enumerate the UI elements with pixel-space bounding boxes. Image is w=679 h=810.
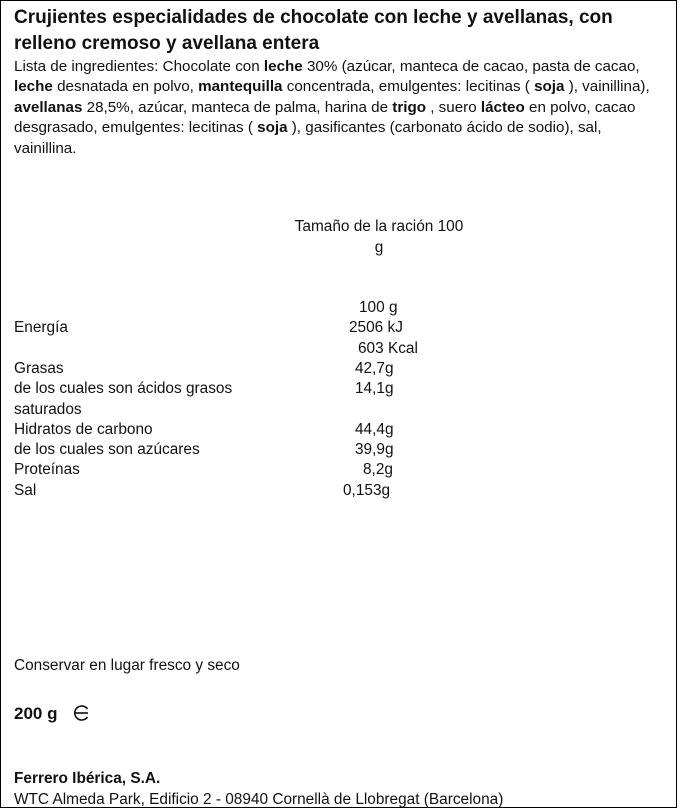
allergen-highlight: leche xyxy=(14,78,53,96)
storage-instructions: Conservar en lugar fresco y seco xyxy=(14,657,240,674)
nutrition-label-saturated-line1: de los cuales son ácidos grasos xyxy=(14,380,233,397)
nutrition-label-salt: Sal xyxy=(14,482,37,499)
allergen-highlight: soja xyxy=(534,78,565,96)
nutrition-label-fat: Grasas xyxy=(14,360,64,377)
net-weight: 200 g xyxy=(14,704,58,723)
ingredients-text: Lista de ingredientes: Chocolate con xyxy=(14,58,264,75)
ingredients-text: desnatada en polvo, xyxy=(52,78,199,96)
serving-size-line2: g xyxy=(374,239,384,256)
allergen-highlight: lácteo xyxy=(480,98,525,116)
serving-size xyxy=(269,216,489,258)
estimated-sign-icon xyxy=(71,704,91,727)
nutrition-label-protein: Proteínas xyxy=(14,461,80,478)
nutrition-label-saturated-line2: saturados xyxy=(14,401,82,418)
ingredients-text: 30% (azúcar, manteca de cacao, pasta de cacao, xyxy=(302,58,640,75)
nutrition-column-header: 100 g xyxy=(359,299,398,316)
ingredients-text: ), gasificantes (carbonato ácido de sodio), sal, vainillina. xyxy=(14,119,602,157)
nutrition-value-carbs: 44,4g xyxy=(355,421,394,438)
allergen-highlight: avellanas xyxy=(14,98,83,116)
nutrition-value-sugars: 39,9g xyxy=(355,441,394,458)
nutrition-value-saturated: 14,1g xyxy=(355,380,394,397)
ingredients-text: 28,5%, azúcar, manteca de palma, harina de xyxy=(82,98,393,116)
company-address: WTC Almeda Park, Edificio 2 - 08940 Cornellà de Llobregat (Barcelona) xyxy=(14,791,504,808)
nutrition-value-salt: 0,153g xyxy=(343,482,391,499)
ingredients-list xyxy=(14,57,654,159)
allergen-highlight: leche xyxy=(263,58,303,75)
serving-size-line1: Tamaño de la ración 100 xyxy=(294,218,464,235)
ingredients-text: en polvo, cacao desgrasado, emulgentes: lecitinas ( xyxy=(14,98,636,137)
nutrition-value-protein: 8,2g xyxy=(363,461,393,478)
nutrition-value-energy-kj: 2506 kJ xyxy=(349,319,403,336)
allergen-highlight: trigo xyxy=(392,98,427,116)
ingredients-text: , suero xyxy=(426,98,481,116)
ingredients-text: ), vainillina), xyxy=(564,78,650,96)
company-name: Ferrero Ibérica, S.A. xyxy=(14,770,161,787)
nutrition-label-carbs: Hidratos de carbono xyxy=(14,421,153,438)
nutrition-label-energy: Energía xyxy=(14,319,68,336)
product-title: Crujientes especialidades de chocolate con leche y avellanas, con relleno cremoso y avellana entera xyxy=(14,7,613,54)
nutrition-value-energy-kcal: 603 Kcal xyxy=(358,340,418,357)
nutrition-value-fat: 42,7g xyxy=(355,360,394,377)
ingredients-text: concentrada, emulgentes: lecitinas ( xyxy=(282,78,535,96)
allergen-highlight: mantequilla xyxy=(198,78,283,96)
allergen-highlight: soja xyxy=(257,119,288,137)
nutrition-label-sugars: de los cuales son azúcares xyxy=(14,441,200,458)
